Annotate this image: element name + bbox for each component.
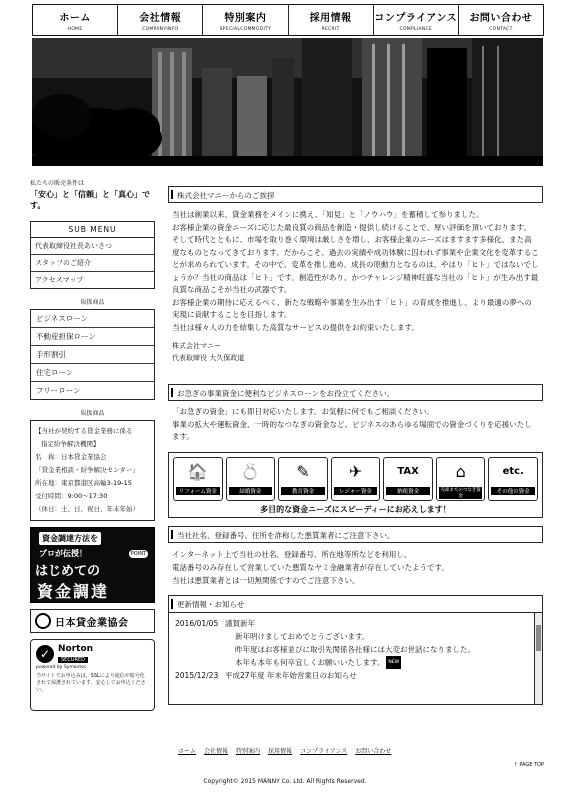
banner-line1: 資金調達方法を — [39, 532, 101, 545]
icons-caption: 多目的な資金ニーズにスピーディーにお応えします！ — [260, 504, 451, 514]
banner-line4: 資金調達 — [37, 582, 110, 601]
dispute-line: （休日：土、日、祝日、年末年始） — [35, 505, 139, 513]
footer-link-contact[interactable]: お問い合わせ — [355, 748, 392, 755]
nav-sub: RECRIT — [321, 27, 340, 32]
news-title: 更新情報・お知らせ — [169, 596, 542, 613]
greeting-paragraph: お客様企業の期待に応えるべく、新たな戦略や事業を生み出す「ヒト」の育成を推進し、より最適の夢への実現に貢献することを目指します。 — [172, 297, 532, 319]
nav-recruit[interactable] — [288, 5, 373, 35]
news-panel — [168, 595, 543, 705]
news-line: 昨年度はお客様並びに取引先関係各社様には大変お世話になりました。 — [235, 644, 475, 654]
warning-text: インターネット上で当社の社名、登録番号、所在地等所などを利用し、 — [172, 549, 412, 559]
news-date: 2016/01/05 — [175, 618, 219, 628]
business-loan-text: 事業の拡大や運転資金、一時的なつなぎの資金など、ビジネスのあらゆる場面での資金づくりを応援いたします。 — [172, 419, 532, 441]
nav-sub: COMPLIANCE — [399, 27, 433, 32]
tagline-big: 「安心」と「信頼」と「真心」です。 — [30, 190, 150, 210]
tax-fund-tile[interactable] — [383, 457, 433, 501]
dispute-line: 「貸金業相談・紛争解決センター」 — [35, 466, 139, 474]
airplane-icon: ✈ — [348, 461, 363, 481]
business-loan-title: お急ぎの事業資金に便利なビジネスローンをお役立てください。 — [168, 384, 543, 401]
greeting-paragraph: お客様企業の資金ニーズに応じた最良質の商品を創造・提供し続けることで、厚い評価を頂いております。 — [172, 222, 531, 232]
footer-link-company[interactable]: 会社情報 — [204, 748, 229, 755]
footer-link-compliance[interactable]: コンプライアンス — [300, 748, 348, 755]
icon-label: 結婚資金 — [229, 487, 273, 495]
loan-real-estate[interactable]: 不動産担保ローン — [31, 327, 154, 345]
tagline-small: 私たちの販売条件は — [30, 180, 85, 187]
nav-label: 特別案内 — [224, 13, 267, 24]
banner-line2: プロが伝授！ — [39, 549, 87, 558]
nav-company-info[interactable] — [117, 5, 202, 35]
copyright: Copyright© 2015 MANNY Co. Ltd. All Rights Reserved. — [203, 778, 367, 785]
nav-sub: CONTACT — [489, 27, 513, 32]
wedding-fund-tile[interactable] — [226, 457, 276, 501]
news-entry-title: 謹賀新年 — [225, 618, 255, 628]
association-logo-icon — [35, 613, 51, 629]
nav-label: 会社情報 — [139, 13, 182, 24]
norton-name: Norton — [58, 644, 94, 654]
footer-link-recruit[interactable]: 採用情報 — [268, 748, 293, 755]
checkmark-icon: ✓ — [36, 645, 54, 663]
signature — [172, 340, 539, 364]
nav-label: ホーム — [59, 13, 91, 24]
submenu-staff[interactable]: スタッフのご紹介 — [31, 254, 154, 271]
nav-special[interactable] — [202, 5, 287, 35]
banner-point-badge: POINT — [130, 551, 146, 557]
dispute-line: 【当社が契約する貸金業務に係る — [35, 427, 133, 435]
business-loan-text: 「お急ぎの資金」にも即日対応いたします。お気軽に何でもご相談ください。 — [172, 407, 434, 416]
norton-brand — [58, 644, 93, 663]
fund-purpose-icons — [168, 452, 543, 518]
loan-list — [30, 309, 155, 400]
news-line: 本年も本年も何卒宜しくお願いいたします。 — [235, 657, 385, 667]
norton-badge — [36, 644, 149, 663]
house-sale-icon: ⌂ — [455, 461, 466, 481]
reform-fund-tile[interactable] — [173, 457, 223, 501]
lenders-association-banner[interactable] — [30, 609, 155, 633]
left-sidebar — [30, 178, 155, 711]
association-name: 日本貸金業協会 — [55, 617, 129, 629]
greeting-paragraph: 当社は様々人の力を結集した高質なサービスの提供をお約束いたします。 — [172, 322, 419, 332]
etc-icon: etc. — [502, 465, 524, 477]
submenu-access-map[interactable]: アクセスマップ — [31, 271, 154, 288]
footer-link-special[interactable]: 特別案内 — [236, 748, 261, 755]
dispute-line: 所在地：東京都港区高輪3-19-15 — [35, 479, 132, 487]
hero-cityscape-image — [32, 38, 543, 166]
education-fund-tile[interactable] — [278, 457, 328, 501]
icon-label: その他の資金 — [491, 487, 535, 495]
news-line: 新年明けましておめでとうございます。 — [235, 631, 370, 641]
norton-note: 当サイトでお申込みは、SSLにより通信が暗号化されて保護されています。安心してお申込ください。 — [36, 673, 146, 693]
news-entry-title: 平成27年度 年末年始営業日のお知らせ — [225, 671, 357, 680]
new-badge: NEW — [386, 656, 401, 669]
submenu-ceo-greeting[interactable]: 代表取締役社長あいさつ — [35, 242, 112, 250]
dispute-line: 名 称：日本貸金業協会 — [35, 453, 107, 461]
nav-label: コンプライアンス — [374, 13, 458, 24]
nav-label: お問い合わせ — [469, 13, 533, 24]
warning-text: 当社は悪質業者とは一切無関係ですのでご注意下さい。 — [172, 575, 360, 585]
nav-label: 採用情報 — [309, 13, 352, 24]
loans-section-title: 取扱商品 — [80, 299, 105, 306]
company-name: 株式会社マニー — [172, 342, 221, 350]
nav-sub: SPECIALCOMMODITY — [219, 27, 272, 32]
greeting-body — [168, 203, 543, 364]
warning-title: 当社社名、登録番号、住所を詐称した悪質業者にご注意下さい。 — [168, 526, 543, 543]
ceo-name: 代表取締役 大久保政道 — [172, 354, 245, 362]
icon-label: レジャー資金 — [334, 487, 378, 495]
bridge-fund-tile[interactable] — [436, 457, 486, 501]
nav-sub: COMPANYINFO — [142, 27, 179, 32]
business-loan-body — [168, 401, 543, 444]
dispute-info-box — [30, 420, 155, 521]
dispute-section-title: 取扱商品 — [80, 410, 105, 417]
dispute-line: 指定紛争解決機関】 — [41, 440, 100, 448]
icon-label: 売却までのつなぎ資金 — [440, 487, 481, 499]
norton-seal[interactable] — [30, 639, 155, 711]
leisure-fund-tile[interactable] — [331, 457, 381, 501]
nav-sub: HOME — [67, 27, 83, 32]
dispute-line: 受付時間：9:00～17:30 — [35, 492, 108, 500]
footer-link-home[interactable]: ホーム — [178, 748, 197, 755]
nav-compliance[interactable] — [373, 5, 458, 35]
submenu-title: SUB MENU — [31, 222, 154, 238]
news-entry[interactable] — [175, 617, 532, 630]
warning-text: 電話番号のみ存在して営業していた悪質なヤミ金融業者が存在していたようです。 — [172, 562, 449, 572]
loan-free[interactable]: フリーローン — [31, 381, 154, 399]
scrollbar-thumb[interactable] — [536, 625, 541, 651]
icon-label: リフォーム資金 — [176, 487, 220, 495]
pencil-icon: ✎ — [296, 461, 310, 481]
tax-bag-icon: TAX — [397, 465, 419, 477]
loan-housing[interactable]: 住宅ローン — [31, 363, 154, 381]
top-navigation — [32, 4, 544, 36]
greeting-paragraph: そして時代とともに、市場を取り巻く環境は厳しさを増し、お客様企業のニーズはますます多様化、また高度なものとなってきております。だからこそ、過去の実績や成功体験に囚われず事業や企業文化を変革することが求められています。その中で、変革を推し進め、成長の原動力となるのは、やはり「ヒト」ではないでしょうか？当社の商品は「ヒト」です。創造性があり、かつチャレンジ精神旺盛な当社の「ヒト」が生み出す最良質な商品こそが当社の武器です。 — [172, 235, 539, 294]
loan-bill-discount[interactable]: 手形割引 — [31, 345, 154, 363]
news-list — [169, 613, 542, 683]
nav-contact[interactable] — [458, 5, 543, 35]
banner-line3: はじめての — [35, 564, 101, 579]
rings-icon: 💍 — [240, 461, 261, 481]
funding-guide-banner[interactable] — [30, 527, 155, 603]
icon-label: 納税資金 — [386, 487, 430, 495]
nav-home[interactable] — [33, 5, 117, 35]
news-entry[interactable] — [175, 669, 532, 682]
loan-business[interactable]: ビジネスローン — [36, 314, 89, 323]
other-fund-tile[interactable] — [488, 457, 538, 501]
page-top-link[interactable]: ↑ PAGE TOP — [513, 762, 544, 768]
icon-row — [173, 457, 538, 501]
norton-secured: SECURED — [58, 657, 88, 663]
news-date: 2015/12/23 — [175, 671, 219, 680]
warning-body — [168, 543, 543, 587]
main-content — [168, 186, 543, 705]
icon-label: 教育資金 — [281, 487, 325, 495]
house-icon: 🏠 — [187, 461, 208, 481]
greeting-paragraph: 当社は創業以来、貸金業務をメインに携え、「知見」と「ノウハウ」を蓄積して参りました。 — [172, 210, 484, 219]
norton-powered: powered by Symantec — [36, 665, 87, 670]
footer-links — [178, 746, 391, 755]
greeting-title: 株式会社マニーからのご挨拶 — [168, 186, 543, 203]
submenu — [30, 221, 155, 289]
cityscape-illustration — [32, 38, 543, 166]
news-scrollbar[interactable] — [534, 613, 542, 704]
news-line-with-badge — [175, 656, 532, 670]
